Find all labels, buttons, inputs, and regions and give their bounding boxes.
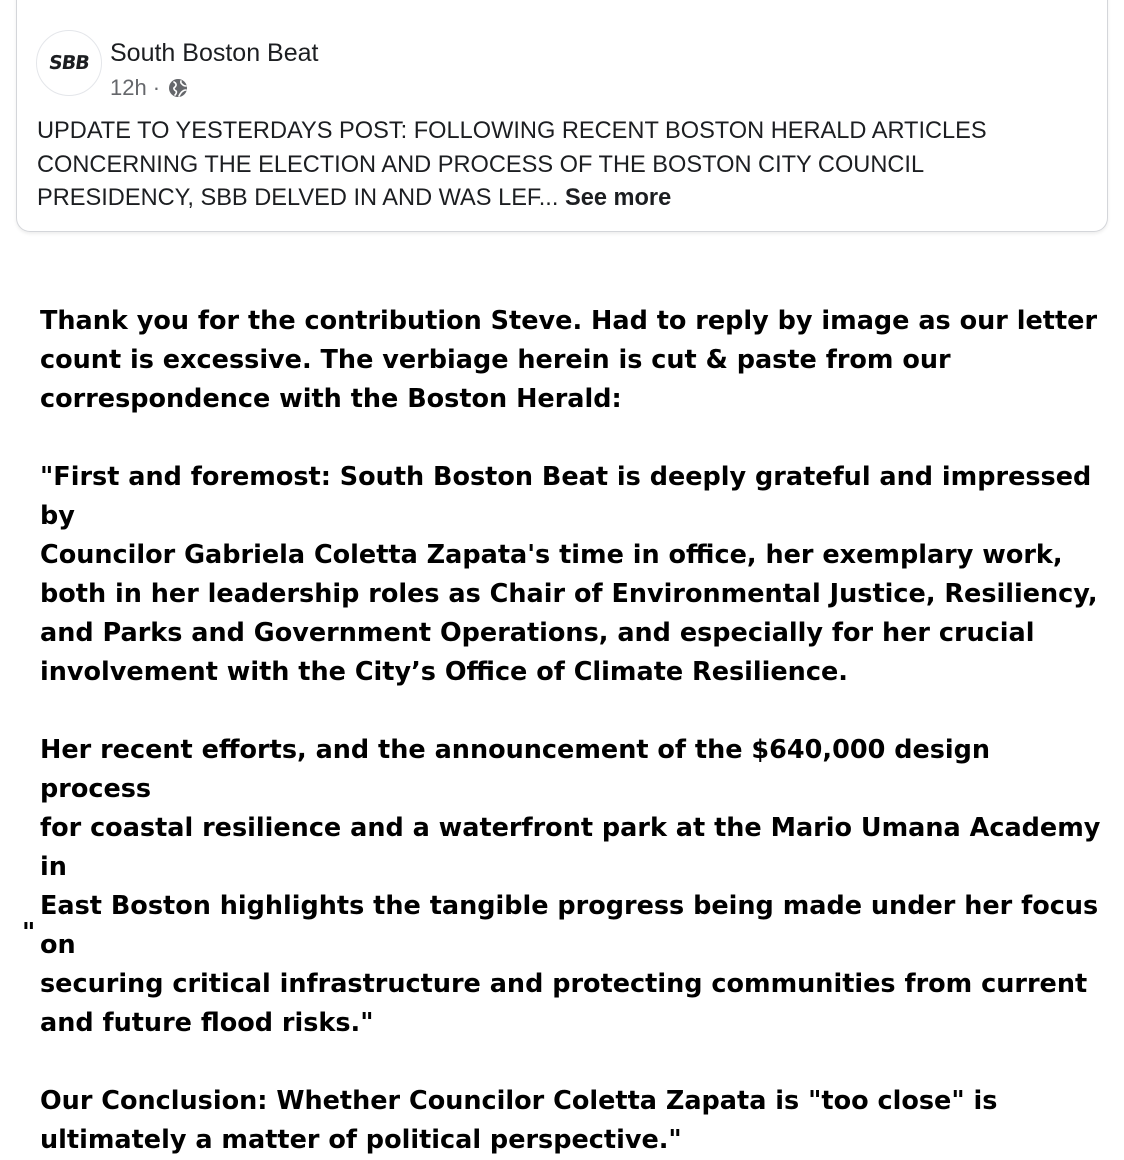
post-body: UPDATE TO YESTERDAYS POST: FOLLOWING RECENT BOSTON HERALD ARTICLES CONCERNING THE ELECTION AND PROCESS OF THE BOSTON CITY COUNCIL PRESIDENCY, SBB DELVED IN AND WAS LEF... bbox=[37, 118, 987, 211]
post-time[interactable]: 12h bbox=[110, 75, 147, 100]
post-meta bbox=[110, 74, 188, 102]
reply-text bbox=[40, 302, 1110, 1160]
reply-paragraph-4: Our Conclusion: Whether Councilor Coletta Zapata is "too close" is ultimately a matter of political perspective." bbox=[40, 1086, 998, 1155]
post-text bbox=[37, 115, 1037, 216]
avatar-logo: SBB bbox=[47, 52, 91, 74]
reply-paragraph-1: Thank you for the contribution Steve. Had to reply by image as our letter count is excessive. The verbiage herein is cut & paste from our correspondence with the Boston Herald: bbox=[40, 306, 1098, 414]
page-avatar[interactable] bbox=[36, 30, 102, 96]
reply-paragraph-2: "First and foremost: South Boston Beat is deeply grateful and impressed by Councilor Gabriela Coletta Zapata's time in office, her exemplary work, both in her leadership roles as Chair of Environmental Justice, Resiliency, and Parks and Government Operations, and especially for her crucial involvement with the City’s Office of Climate Resilience. bbox=[40, 462, 1098, 687]
globe-icon bbox=[168, 78, 188, 98]
reply-paragraph-3: Her recent efforts, and the announcement of the $640,000 design process for coastal resilience and a waterfront park at the Mario Umana Academy in East Boston highlights the tangible progress being made under her focus on securing critical infrastructure and protecting communities from current and future flood risks." bbox=[40, 735, 1101, 1038]
see-more-link[interactable]: See more bbox=[564, 185, 672, 211]
stray-quote-mark: " bbox=[22, 918, 36, 948]
page-name[interactable]: South Boston Beat bbox=[110, 39, 319, 67]
meta-separator: · bbox=[152, 75, 161, 100]
